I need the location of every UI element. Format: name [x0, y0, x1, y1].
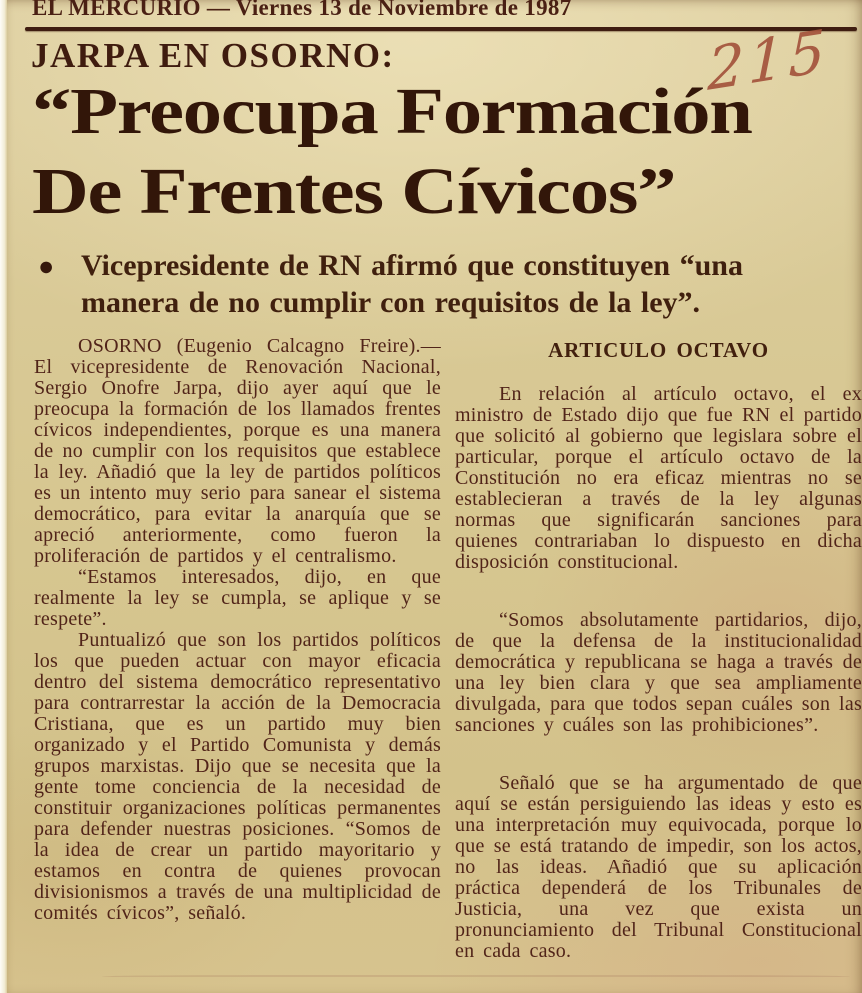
- paper-crease: [102, 975, 850, 978]
- paragraph: Señaló que se ha argumentado de que aquí se están persiguiendo las ideas y esto es una interpretación muy equivocada, porque lo que se está tratando de impedir, son los actos, no las ideas. Añadió que su aplicación práctica dependerá de los Tribunales de Justicia, una vez que exista un pronunciamiento del Tribunal Constitucional en cada caso.: [455, 772, 862, 962]
- headline-line-1: “Preocupa Formación: [32, 75, 752, 148]
- handwritten-page-number: 215: [707, 15, 830, 105]
- right-column: [455, 336, 862, 993]
- masthead: [32, 0, 572, 21]
- paragraph: “Somos absolutamente partidarios, dijo, de que la defensa de la institucionalidad democrática y republicana se haga a través de una ley bien clara y que sea ampliamente divulgada, para que todos sepan cuáles son las sanciones y cuáles son las prohibiciones”.: [455, 609, 862, 736]
- left-column: [34, 336, 441, 993]
- bullet-icon: ●: [38, 251, 55, 281]
- section-header: ARTICULO OCTAVO: [548, 338, 769, 362]
- newsprint-paper: [7, 0, 862, 993]
- kicker-headline: JARPA EN OSORNO:: [31, 36, 395, 75]
- paragraph: “Estamos interesados, dijo, en que realmente la ley se cumpla, se aplique y se respete”.: [34, 566, 441, 630]
- article-body: [34, 336, 862, 993]
- paragraph: En relación al artículo octavo, el ex ministro de Estado dijo que fue RN el partido que solicitó al gobierno que legislara sobre el particular, porque el artículo octavo de la Constitución no era eficaz mientras no se establecieran a través de la ley algunas normas que significarán sanciones para quienes contrariaban lo dispuesto en dicha disposición constitucional.: [455, 383, 862, 573]
- subhead: [34, 247, 842, 321]
- scan-left-edge: [0, 0, 7, 993]
- paragraph: Puntualizó que son los partidos políticos los que pueden actuar con mayor eficacia dentro del sistema democrático representativo para contrarrestar la acción de la Democracia Cristiana, que es un partido muy bien organizado y el Partido Comunista y demás grupos marxistas. Dijo que se necesita que la gente tome conciencia de la necesidad de constituir organizaciones políticas permanentes para defender nuestras posiciones. “Somos de la idea de crear un partido mayoritario y estamos en contra de quienes provocan divisionismos a través de una multiplicidad de comités cívicos”, señaló.: [34, 629, 441, 924]
- paragraph: OSORNO (Eugenio Calcagno Freire).— El vicepresidente de Renovación Nacional, Sergio Onofre Jarpa, dijo ayer aquí que le preocupa la formación de los llamados frentes cívicos independientes, porque es una manera de no cumplir con los requisitos que establece la ley. Añadió que la ley de partidos políticos es un intento muy serio para sanear el sistema democrático, para evitar la anarquía que se apreció anteriormente, como fueron la proliferación de partidos y el centralismo.: [34, 335, 441, 567]
- headline-line-2: De Frentes Cívicos”: [32, 155, 676, 228]
- main-headline: [32, 72, 752, 232]
- subhead-text: Vicepresidente de RN afirmó que constituyen “una manera de no cumplir con requisitos de la ley”.: [81, 249, 743, 319]
- masthead-text: EL MERCURIO — Viernes 13 de Noviembre de 1987: [32, 0, 572, 20]
